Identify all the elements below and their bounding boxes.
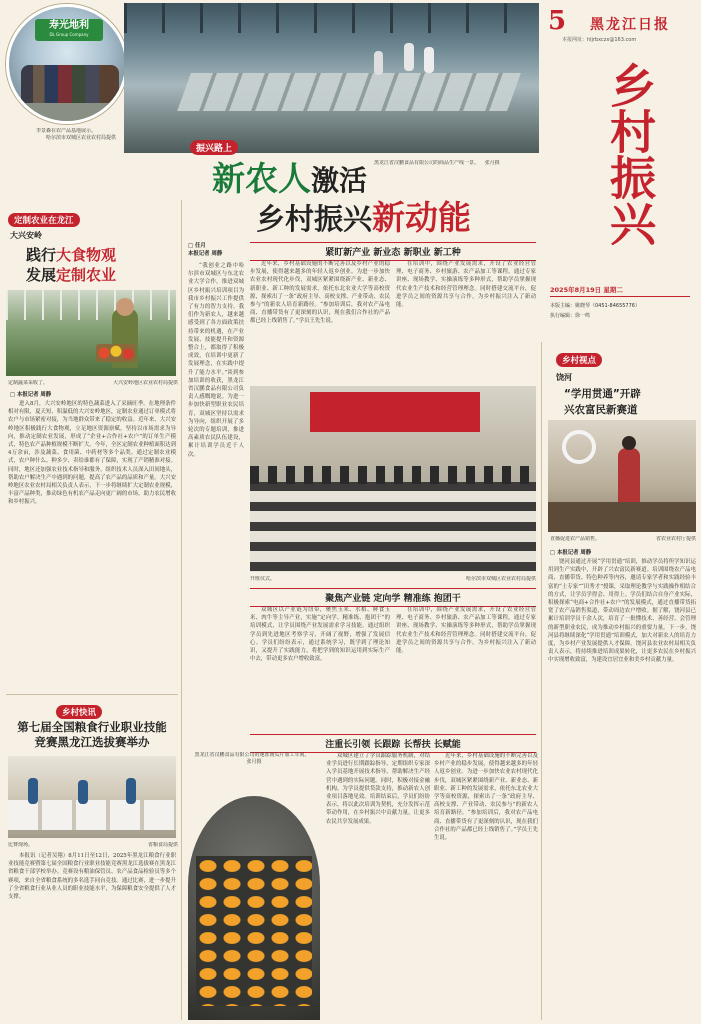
left-flash-photo [8, 756, 176, 838]
right-feature-photo [548, 420, 696, 532]
right-feature-headline2: 兴农富民新赛道 [564, 404, 638, 416]
left-headline-develop: 发展 [26, 266, 57, 284]
audience-rows [250, 482, 536, 572]
left-headline-custom: 定制农业 [56, 266, 117, 284]
right-feature-caption-credit: 省农业农村厅提供 [655, 536, 696, 542]
factory-caption-text: 黑龙江省汉鹏食品有限公司的商品生产线一景。 [374, 160, 480, 166]
left-feature-tag [8, 208, 80, 227]
factory-caption [374, 160, 534, 167]
main-subhead-3: 注重长引领 长跟踪 长帮扶 长赋能 [250, 734, 536, 753]
left-feature-photo [6, 290, 176, 376]
left-flash-body: 本报讯（记者吴翔）8月11日至12日，2025年黑龙江粮食行业职业技能竞赛暨第七届全国粮食行业职业技能竞赛黑龙江选拔赛在黑龙江省粮食干部学校举办。竞赛设有粮油保管员、农产品食品检验员等多个赛项，来自全省粮食系统的多名选手同台竞技。通过比赛，进一步提升了全省粮食行业从业人员的职业技能水平，为保障粮食安全提供了人才支撑。 [8, 853, 176, 901]
competition-tables [8, 800, 176, 830]
left-feature-kicker: 大兴安岭 [10, 231, 42, 240]
left-feature-headline1 [26, 244, 116, 265]
left-headline-food: 大食物观 [56, 246, 117, 264]
masthead-url: 本报网址：hljrbxczx@163.com [562, 37, 637, 43]
main-text-c-col2: 在培训中，围绕产业发展需求，开设了农业经营管理、电子商务、乡村旅游、农产品加工等课程，通过专家讲座、现场教学、实操演练等多种形式，帮助学员掌握现代农业生产技术和经营管理理念。同时搭建交流平台，促进学员之间的资源共享与合作，为乡村振兴注入了新动能。 [396, 607, 536, 655]
right-feature-kicker: 饶河 [556, 373, 572, 382]
pumpkin-slices [196, 856, 312, 1006]
masthead-exec-editor: 执行编辑：徐一鸣 [550, 313, 591, 319]
left-flash-rule [6, 694, 178, 695]
headline-activate: 激活 [311, 164, 368, 197]
headline-revitalization: 乡村振兴 [256, 202, 373, 236]
main-photo1-caption-credit: 哈尔滨市双城区农业农村局提供 [465, 576, 536, 582]
left-flash-tag [56, 700, 102, 719]
product-table [548, 502, 696, 532]
divider-right [541, 342, 542, 1020]
left-flash-tag-pill: 乡村快讯 [56, 705, 102, 719]
masthead-rule [550, 296, 690, 297]
sign-board [35, 19, 103, 41]
right-feature-photo-caption [550, 536, 696, 543]
left-feature-caption-credit: 大兴安岭地区农业农村局提供 [112, 380, 178, 386]
left-flash-caption-text: 比赛现场。 [8, 842, 34, 848]
stage-screen [310, 392, 480, 432]
masthead-date: 2025年8月19日 星期二 [550, 286, 623, 294]
main-feature-byline: □ 任月 本报记者 周静 [188, 243, 223, 257]
left-feature-photo-caption [8, 380, 178, 387]
main-feature-left-column: “我创业之路中哈尔滨市双城区与东北农业大学合作，推进双城区乡村振兴培训项目为我市乡村振兴工作提供了有力的智力支持。我们作为新农人，越来越感受到了各方面政策扶持带来的机遇，在产业发展、技能提升和资源整合上，都取得了积极成效，在培训中更新了发展理念，在实践中提升了能力水平。”谈到参加培训的收获，黑龙江省汉鹏食品有限公司负责人感慨地说。为进一步加快新型职业农民培育，双城区坚持以需求为导向，组织开展了多轮次的专题培训，推进高素质农民队伍建设，累计培训学员近千人次。 [188, 263, 244, 458]
main-photo-ceremony [250, 386, 536, 572]
left-feature-caption-text: 定制蔬菜采收了。 [8, 380, 49, 386]
masthead-panel [544, 0, 701, 342]
left-feature-tag-pill: 定制农业在龙江 [8, 213, 80, 227]
section-title [602, 62, 662, 246]
main-headline-line1 [212, 160, 367, 200]
pumpkin-caption-text: 黑龙江省汉鹏食品有限公司的速冻南瓜片加工车间。 [194, 752, 310, 758]
roof-beams [124, 3, 539, 33]
left-flash-caption-credit: 省粮食局提供 [147, 842, 178, 848]
page-number: 5 [548, 6, 567, 36]
main-subhead-2: 聚焦产业链 定向学 精准练 抱团干 [250, 588, 536, 607]
right-feature-body: 饶河县通过开展“学用贯通”培训，推动学员将所学知识运用到生产实践中，开辟了兴农富民新赛道。培训围绕农产品电商、直播带货、特色种养等内容，邀请专家学者和实践经验丰富的“土专家”“田秀才”授课，采取理论教学与实践操作相结合的方式，让学员学得会、用得上。学员们结合自身产业实际，积极探索“电商+合作社+农户”的发展模式，通过直播带货拓宽了农产品销售渠道，带动周边农户增收。据了解，饶河县已累计培训学员千余人次，培育了一批懂技术、善经营、会管理的新型职业农民，成为推动乡村振兴的重要力量。下一步，饶河县将继续深化“学用贯通”培训模式，加大对新农人的培育力度，为乡村产业发展提供人才保障。饶河县农业农村局相关负责人表示，将持续推进培训成果转化，让更多农民在乡村振兴中实现增收致富，为建设宜居宜业和美乡村贡献力量。 [548, 559, 696, 664]
right-feature-tag [556, 348, 602, 367]
right-feature-byline: □ 本报记者 周静 [550, 550, 592, 556]
main-photo1-caption-text: 开班仪式。 [250, 576, 276, 582]
masthead-editor: 本版主编：姚晓琴（0451-84655776） [550, 303, 640, 309]
worker-1 [404, 43, 414, 71]
main-text-b-col2: 在培训中，围绕产业发展需求，开设了农业经营管理、电子商务、乡村旅游、农产品加工等课程，通过专家讲座、现场教学、实操演练等多种形式，帮助学员掌握现代农业生产技术和经营管理理念。同时搭建交流平台，促进学员之间的资源共享与合作，为乡村振兴注入了新动能。 [396, 261, 536, 309]
pumpkin-caption [190, 752, 314, 766]
top-left-caption-line1: 李景森在农产品基地展示。 [36, 128, 97, 134]
pumpkin-caption-credit: 张月摄 [246, 759, 262, 765]
conveyor [177, 73, 521, 111]
main-text-a-col1: 近年来，乡村基础设施的不断完善以及乡村产业的稳步发展，使得越来越多的年轻人返乡创业。为进一步加快农业农村现代化步伐，双城区紧紧围绕新产业、新业态、新职业、新工种的发展需求，依托东北农业大学等高校资源，探索出了一条“政府主导、高校支撑、产业带动、农民参与”的新农人培育新路径。“参加培训后，我对农产品电商、直播带货有了更深刻的认识，现在我们合作社的产品都已经上线销售了。”学员王先生说。 [250, 261, 390, 325]
right-feature-headline1: “学用贯通”开辟 [564, 388, 641, 400]
greenhouse-frame [6, 290, 176, 320]
headline-new-farmers: 新农人 [212, 159, 311, 198]
presenter-head [622, 436, 636, 450]
sign-title: 寿光地利 [49, 20, 89, 31]
main-text-d-col1: 双城区建立了学员跟踪服务机制，对结业学员进行长期跟踪指导，定期组织专家深入学员基地开展技术指导，帮助解决生产经营中遇到的实际问题。同时，积极对接金融机构，为学员提供贷款支持，推动新农人创业项目落地见效。培训结束后，学员们纷纷表示，将以此次培训为契机，充分发挥示范带动作用，在乡村振兴中贡献力量，让更多农民共享发展成果。 [326, 753, 430, 825]
right-feature-tag-pill: 乡村视点 [556, 353, 602, 367]
left-feature-byline: □ 本报记者 周静 [10, 392, 52, 398]
left-feature-body: 进入8月，大兴安岭地区的特色蔬菜进入了采摘旺季。在地理条件相对有限，夏天短、积温低的大兴安岭地区，定制农业通过订单模式将农户与市场紧密对接，为当地群众带来了稳定的收益。近年来，大兴安岭地区积极践行大食物观，立足地区资源禀赋，坚持以市场需求为导向，推动定制农业发展，形成了“企业+合作社+农户”的订单生产模式，特色农产品种植规模不断扩大。今年，全区定制农业种植面积达到4万余亩，涉及蔬菜、食用菌、中药材等多个品类。通过定制农业模式，农户种什么、种多少、卖给谁都有了保障，实现了产销精准对接。同时，地区还加强农业技术指导和服务，组织技术人员深入田间地头，帮助农户解决生产中遇到的问题，提高了农产品的品质和产量。大兴安岭地区农业农村局相关负责人表示，下一步将继续扩大定制农业规模，丰富产品种类，推动绿色有机农产品走向更广阔的市场，助力农民增收和乡村振兴。 [8, 401, 176, 506]
main-feature-tag [190, 136, 238, 155]
main-text-d-col2: 近年来，乡村基础设施的不断完善以及乡村产业的稳步发展，使得越来越多的年轻人返乡创业。为进一步加快农业农村现代化步伐，双城区紧紧围绕新产业、新业态、新职业、新工种的发展需求，依托东北农业大学等高校资源，探索出了一条“政府主导、高校支撑、产业带动、农民参与”的新农人培育新路径。“参加培训后，我对农产品电商、直播带货有了更深刻的认识，现在我们合作社的产品都已经上线销售了。”学员王先生说。 [434, 753, 538, 842]
section-title-text: 乡村振兴 [603, 62, 657, 246]
vegetable-basket [96, 344, 136, 362]
factory-photo [124, 3, 539, 153]
competitor-1 [28, 778, 38, 804]
farmer-head [116, 298, 134, 316]
ring-light [562, 430, 596, 464]
worker-2 [424, 47, 434, 73]
left-flash-photo-caption [8, 842, 178, 849]
divider-left [181, 200, 182, 1020]
presenter [618, 448, 640, 508]
floor [9, 103, 128, 124]
factory-caption-credit: 张月摄 [484, 160, 500, 166]
main-feature-tag-pill: 振兴路上 [190, 140, 238, 155]
paper-name: 黑龙江日报 [590, 17, 670, 33]
competitor-2 [78, 780, 88, 804]
worker-3 [374, 51, 383, 75]
audience-heads [250, 466, 536, 484]
top-left-caption-line2: 哈尔滨市双城区农业农村局提供 [46, 135, 117, 141]
left-feature-headline2 [26, 264, 116, 285]
main-text-c-col1: 双城区以产业链为纽带，聚焦玉米、水稻、鲜食玉米、肉牛等主导产业，实施“定向学、精准练、抱团干”的培训模式，让学员围绕产业发展需求学习技能。通过组织学员到先进地区考察学习，开阔了视野，增强了发展信心。学员们纷纷表示，通过系统学习，既学到了理论知识，又提升了实践能力，将把学到的知识运用到实际生产中去，带动更多农户增收致富。 [250, 607, 390, 663]
left-flash-headline: 第七届全国粮食行业职业技能竞赛黑龙江选拔赛举办 [17, 720, 167, 749]
left-headline-practice: 践行 [26, 246, 57, 264]
top-left-photo [6, 4, 128, 124]
people-group [21, 65, 119, 105]
main-subhead-1: 紧盯新产业 新业态 新职业 新工种 [250, 242, 536, 261]
sign-subtitle: DL Group Company [49, 32, 89, 37]
main-photo-pumpkin [188, 796, 320, 1020]
main-photo1-caption [250, 576, 536, 583]
main-headline-line2 [256, 200, 471, 237]
right-feature-caption-text: 直播促进农产品销售。 [550, 536, 601, 542]
headline-new-momentum: 新动能 [372, 198, 472, 237]
competitor-3 [126, 778, 136, 804]
